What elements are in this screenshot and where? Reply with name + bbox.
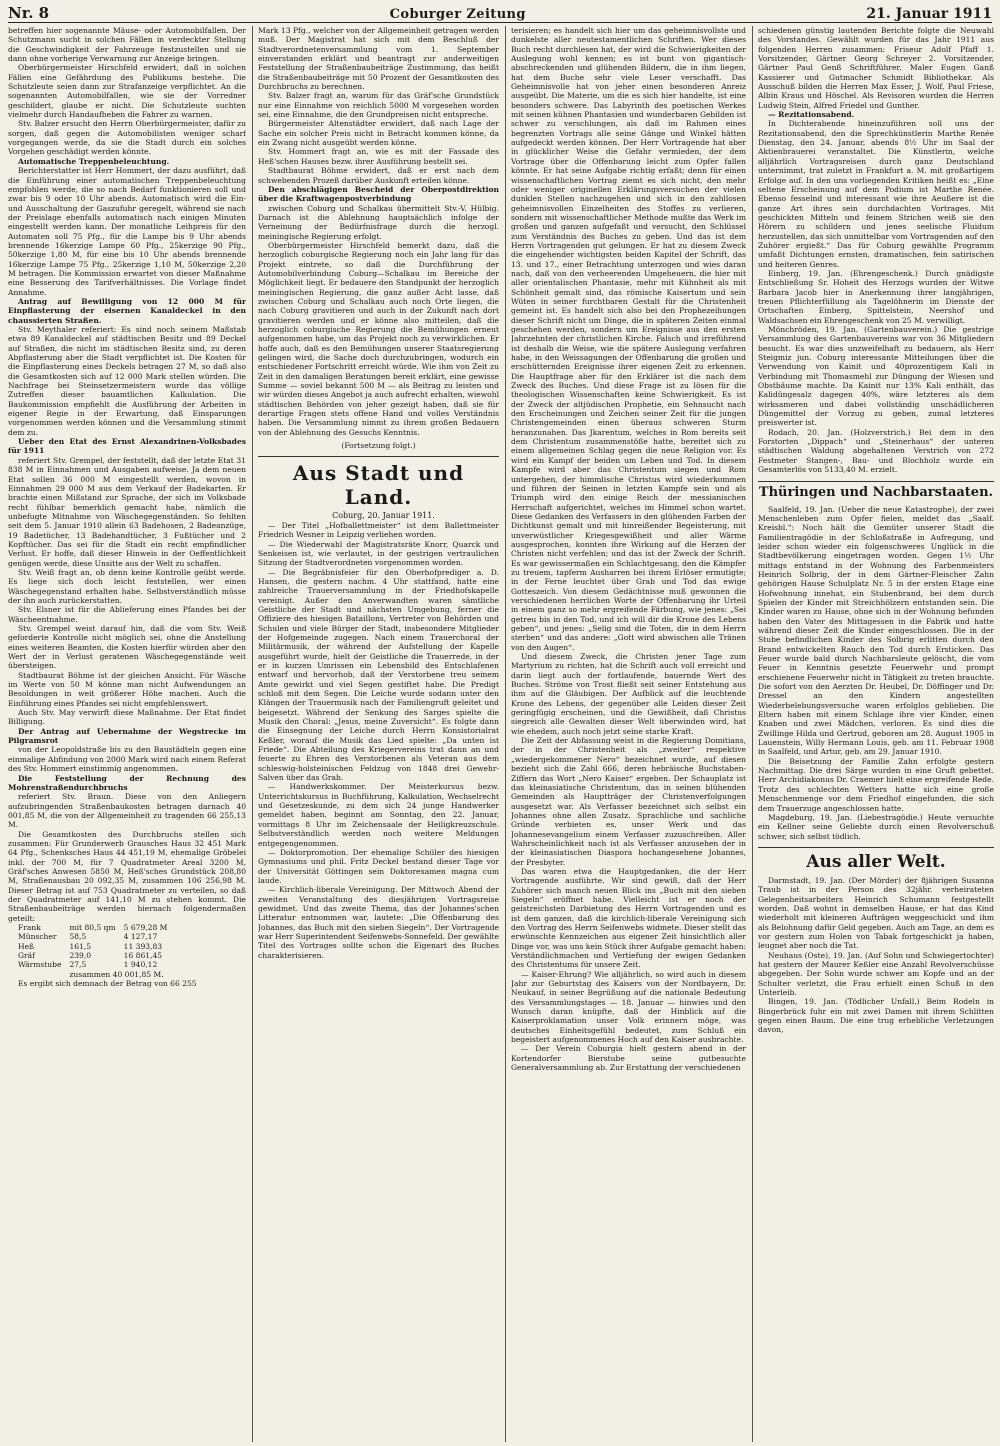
table-row: Münscher 58,5 4 127,17 bbox=[18, 932, 158, 942]
section-heading: Automatische Treppenbeleuchtung. bbox=[18, 156, 170, 166]
paragraph: — Der Verein Coburgia hielt gestern abend in der Kortendorfer Bierstube seine gutbesuchte Generalversammlung ab. Zur Erstattung der verschiedenen bbox=[511, 1044, 746, 1073]
paragraph: Oberbürgermeister Hirschfeld bemerkt dazu, daß die herzoglich coburgische Regierung noch ein Jahr lang für das Projekt eintrete, so daß die Durchführung der Automobilverbindung Coburg—Schalkau im Bereiche der Möglichkeit liegt. Er bedauere den Standpunkt der herzoglich meiningischen Regierung, die ganz außer Acht lasse, daß zwischen Coburg und Schalkau auch noch Orte liegen, die nach Coburg gravitieren und auch in der Zukunft nach dort gravitieren werden und er könne also mitteilen, daß die herzoglich coburgische Regierung die Bemühungen erneut aufgenommen habe, um das Projekt noch zu verwirklichen. Er hoffe auch, daß es den Bemühungen unserer Staatsregierung gelingen wird, die Sache doch durchzubringen, wodurch ein entschiedener Fortschritt erreicht würde. Wie ihm von Zeit zu Zeit in den damaligen Beratungen bereit erklärt, eine gewisse Summe — soviel bekannt 500 M — als Beitrag zu leisten und wir würden dieses Angebot ja auch aufrecht erhalten, wiewohl städtischen Behörden von jeher gezeigt haben, daß sie für derartige Fragen stets offene Hand und volles Verständnis haben. Die Versammlung nimmt zu ihrem großen Bedauern von der Ablehnung des Gesuchs Kenntnis. bbox=[258, 240, 499, 437]
issue-date: 21. Januar 1911 bbox=[866, 6, 992, 22]
paragraph: In Dichterabende hineinzuführen soll uns der Rezitationsabend, den die Sprechkünstlerin Marthe Renée Dienstag, den 24. Januar, abends 8½ Uhr im Saal der Aktienbrauerei veranstaltet. Die Künstlerin, welche alljährlich Vortragsreisen durch ganz Deutschland unternimmt, trat zuletzt in Frankfurt a. M. mit großartigem Erfolge auf. In den uns vorliegenden Kritiken heißt es: „Eine seltene Erscheinung auf dem Podium ist Marthe Renée. Ebenso fesselnd und interessant wie ihre Aeußere ist die ganze Art ihres sein durchdachten Vortrages. Mit geschickten Mitteln und feinem Strichen weiß sie den Hörern zu schildern und jenes seelische Fluidum herzustellen, das sich unmittelbar vom Vortragenden auf den Zuhörer ergießt.“ Das für Coburg gewählte Programm umfaßt Dichtungen ernsten, dramatischen, fein satirischen und heiteren Genres. bbox=[758, 119, 994, 269]
issue-number: Nr. 8 bbox=[8, 4, 50, 22]
paragraph: Stadtbaurat Böhme ist der gleichen Ansicht. Für Wäsche im Werte von 50 M könne man nicht Aufwendungen an Besoldungen in weit größerer Höhe machen. Auch die Einführung eines Pfandes sei nicht empfehlenswert. bbox=[8, 670, 246, 708]
masthead bbox=[8, 2, 992, 23]
paragraph: — Der Titel „Hofballettmeister“ ist dem Ballettmeister Friedrich Wesner in Leipzig verliehen worden. bbox=[258, 520, 499, 540]
column-rule bbox=[505, 26, 506, 1442]
table-row: Heß 161,5 11 393,83 bbox=[18, 941, 163, 951]
paragraph: Magdeburg, 19. Jan. (Liebestragödie.) Heute versuchte ein Kellner seine Geliebte durch einen Revolverschuß schwer, sich selbst tödlich. bbox=[758, 812, 994, 841]
paragraph: Mark 13 Pfg., welcher von der Allgemeinheit getragen werden muß. Der Magistrat hat sich mit dem Beschluß der Stadtverordnetenversammlung vom 1. September einverstanden erklärt und beantragt zur anderweitigen Feststellung der Straßenbaubeiträge Zustimmung, das heißt die Straßenbaubeiträge mit 50 Prozent der Gesamtkosten des Durchbruchs zu berechnen. bbox=[258, 26, 499, 92]
section-heading: Die Feststellung der Rechnung des Mohrenstraßendurchbruchs bbox=[8, 773, 246, 792]
paragraph: — Kaiser-Ehrung? Wie alljährlich, so wird auch in diesem Jahr zur Geburtstag des Kaisers von der Nordbayern, Dr. Neukauf, in seiner Begrüßung auf die nationale Bedeutung des Versammlungstages — 18. Januar — hinwies und den Wunsch daran knüpfte, daß der Hinblick auf die Kaiserproklamation unser Volk erinnern möge, was deutsches Einheitsgefühl bedeutet, zum Schluß ein begeistert aufgenommenes Hoch auf den Kaiser ausbrachte. bbox=[511, 969, 746, 1045]
paragraph: von der Leopoldstraße bis zu den Baustädteln gegen eine einmalige Abfindung von 2000 Mark wird nach einem Referat des Stv. Hommert einstimmig angenommen. bbox=[8, 745, 246, 774]
paragraph: Das waren etwa die Hauptgedanken, die der Herr Vortragende ausführte. Wir sind gewiß, daß der Herr Zuhörer sich manch neuen Blick ins „Buch mit den sieben Siegeln“ eröffnet habe. Vielleicht ist er noch der geistreichsten Darbietung des Herrn Vortragenden und es ist dem ganzen, daß die kirchlich-liberale Vereinigung sich den Vortrag des Herrn Seifenwebs widmete. Dieser stellt das erwünschte Kennzeichen aus eigener Zeit hinsichtlich aller Dinge vor, was uns kein Stück ihrer Aufgabe gemacht haben: Verständlichmachen und Vertiefung der ewigen Gedanken des Christentums für unsere Zeit. bbox=[511, 866, 746, 970]
column-rule bbox=[252, 26, 253, 1442]
paragraph: Rodach, 20. Jan. (Holzverstrich.) Bei dem in den Forstorten „Dippach“ und „Steinerhaus“ der unteren städtischen Waldung abgehaltenen Verstrich von 272 Festmeter Stangen-, Bau- und Blochholz wurde ein Gesamterlös von 5133,40 M. erzielt. bbox=[758, 427, 994, 475]
paragraph: Berichterstatter ist Herr Hommert, der dazu ausführt, daß die Einführung einer automatischen Treppenbeleuchtung empfohlen werde, die so nach Bedarf funktionieren soll und zwar bis 9 oder 10 Uhr abends. Automatisch wird die Ein- und Ausschaltung der Gaszufuhr geregelt, während sie nach der Preislage ebenfalls automatisch nach einigen Minuten eingestellt werden kann. Der monatliche Leihpreis für den Automaten soll 75 Pfg., für die Lampe bis 9 Uhr abends brennende 16kerzige Lampe 60 Pfg., 25kerzige 90 Pfg., 50kerzige 1,80 M, für eine bis 10 Uhr abends brennende 16kerzige Lampe 75 Pfg., 25kerzige 1,10 M, 50kerzige 2,20 M betragen. Die Kommission erwartet von dieser Maßnahme eine Besserung des Tarifverhältnisses. Die Vorlage findet Annahme. bbox=[8, 166, 246, 297]
section-title-thueringen: Thüringen und Nachbarstaaten. bbox=[758, 481, 994, 501]
newspaper-title: Coburger Zeitung bbox=[389, 7, 526, 22]
paragraph: Und diesem Zweck, die Christen jener Tage zum Martyrium zu richten, hat die Schrift auch voll erreicht und darin liegt auch der fortlaufende, bauernde Wert des Buches. Ströme von Trost fließt seit seiner Entstehung aus ihm auf die Gläubigen. Der Aufblick auf die leuchtende Krone des Lebens, der gegenüber alle Leiden dieser Zeit geringfügig erscheinen, und die Gewißheit, daß Christus siegreich alle Gewalten dieser Welt überwinden wird, hat wie ehedem, auch noch jetzt seine starke Kraft. bbox=[511, 652, 746, 736]
paragraph: betreffen hier sogenannte Mäuse- oder Automobilfallen. Der Schutzmann sucht in solchen Fällen in verdeckter Stellung die Geschwindigkeit der Fahrzeuge festzustellen und sie dann ohne vorherige Verwarnung zur Anzeige bringen. bbox=[8, 26, 246, 64]
paragraph: Stv. Balzer fragt an, warum für das Gräf'sche Grundstück nur eine Einnahme von reichlich 5000 M vorgesehen worden sei, eine Einnahme, die den Grundpreisen nicht entspreche. bbox=[258, 91, 499, 120]
section-heading: Antrag auf Bewilligung von 12 000 M für Einpflasterung der eisernen Kanaldeckel in den chaussierten Straßen. bbox=[8, 296, 246, 325]
paragraph: Darmstadt, 19. Jan. (Der Mörder) der 8jährigen Susanna Traub ist in der Person des 32jähr. verheirateten Gelegenheitsarbeiters Heinrich Schumann festgestellt worden. Daß wohnt in demselben Hause, er hat das Kind wiederholt mit kleineren Aufträgen weggeschickt und ihm als Belohnung dafür Geld gegeben. Auch am Tage, an dem es vor gestern zum Holen von Tabak fortgeschickt ja haben, leugnet aber noch die Tat. bbox=[758, 875, 994, 951]
table-row: Gräf 239,0 16 861,45 bbox=[18, 951, 163, 961]
cost-table bbox=[18, 923, 175, 979]
paragraph: Die Beisetzung der Familie Zahn erfolgte gestern Nachmittag. Die drei Särge wurden in eine Gruft gebettet. Herr Archidiakonus Dr. Craemer hielt eine ergreifende Rede. Trotz des schlechten Wetters hatte sich eine große Menschenmenge vor dem Friedhof eingefunden, die sich dem Trauerzuge angeschlossen hatte. bbox=[758, 756, 994, 813]
paragraph: Stv. Grempel weist darauf hin, daß die vom Stv. Weiß geforderte Kontrolle nicht möglich sei, ohne die Anstellung eines weiteren Beamten, die Kosten hierfür würden aber den Wert der in Verlust geratenen Wäschegegenstände weit übersteigen. bbox=[8, 624, 246, 671]
paragraph: Stv. Weiß fragt an, ob denn keine Kontrolle geübt werde. Es liege sich doch leicht feststellen, wer einen Wäschegegenstand erhalten habe. Selbstverständlich müsse der ihn auch zurückerstatten. bbox=[8, 567, 246, 605]
paragraph: Stv. Meythaler referiert: Es sind noch seinem Maßstab etwa 89 Kanaldeckel auf städtischen Besitz und 89 Deckel auf Straßen, die nicht im städtischen Besitz sind, zu deren Abpflasterung aber die Stadt verpflichtet ist. Die Kosten für die Einpflasterung eines Deckels betragen 27 M, so daß also die Gesamtkosten sich auf 12 000 Mark stellen würden. Die Nachfrage bei Steinsetzermeistern wurde das völlige Zutreffen dieser bauamtlichen Kalkulation. Die Baukommission empfiehlt die Ausführung der Arbeiten in eigener Regie in der Erwartung, daß Einsparungen vorgenommen werden können und die Versammlung stimmt dem zu. bbox=[8, 325, 246, 437]
paragraph: Es ergibt sich demnach der Betrag von 66 255 bbox=[18, 979, 197, 989]
section-title-aus-aller-welt: Aus aller Welt. bbox=[758, 847, 994, 872]
paragraph: — Kirchlich-liberale Vereinigung. Der Mittwoch Abend der zweiten Veranstaltung des diesjährigen Vortragsreise gewidmet. Und das zweite Thema, das der Johannes'schen Litteratur entnommen war, lautete: „Die Offenbarung des Johannes, das Buch mit den sieben Siegeln“. Der Vortragende war Herr Superintendent Seifenwebs-Sonnefeld. Der gewählte Titel des Vortrages sollte schon die Eigenart des Buches charakterisieren. bbox=[258, 885, 499, 960]
paragraph: Stadtbaurat Böhme erwidert, daß er erst nach dem schwebenden Prozeß darüber Auskunft erteilen könne. bbox=[258, 166, 499, 185]
paragraph: referiert Stv. Braun. Diese von den Anliegern aufzubringenden Straßenbaukosten betragen darnach 40 001,85 M, die von der Allgemeinheit zu tragenden 66 255,13 M. bbox=[8, 792, 246, 830]
paragraph: Die Gesamtkosten des Durchbruchs stellen sich zusammen: Für Grunderwerb Grausches Haus 32 451 Mark 64 Pfg., Schenksches Haus 44 451,19 M, ehemalige Gröbelei inkl. der 700 M, für 7 Quadratmeter Areal 3200 M, Gräf'sches Anwesen 5850 M, Heß'sches Grundstück 208,80 M, Straßenausbau 20 092,35 M, zusammen 106 256,98 M. Dieser Betrag ist auf 753 Quadratmeter zu verteilen, so daß der Quadratmeter auf 141,10 M zu stehen kommt. Die Straßenbaubeiträge werden hiernach folgendermaßen geteilt: bbox=[8, 829, 246, 923]
section-title-stadt-land: Aus Stadt und Land. bbox=[258, 456, 499, 509]
paragraph: Einberg, 19. Jan. (Ehrengeschenk.) Durch gnädigste Entschließung Sr. Hoheit des Herzogs wurden der Witwe Barbara Jacob hier in Anerkennung ihrer langjährigen, treuen Pflichterfüllung als Tagelöhnerin im Dienste der Ortschaften Einberg, Spittelstein, Neershof und Waldsachsen ein Ehrengeschenk von 25 M. verwilligt. bbox=[758, 268, 994, 325]
paragraph: — Die Begräbnisfeier für den Oberhofprediger a. D. Hansen, die gestern nachm. 4 Uhr stattfand, hatte eine zahlreiche Trauerversammlung in der Friedhofskapelle vereinigt. Außer den Anverwandten waren sämtliche Geistliche der Stadt und nächsten Umgebung, ferner die Offiziere des hiesigen Bataillons, Vertreter von Behörden und Schulen und viele Bürger der Stadt, insbesondere Mitglieder der Hofgemeinde zugegen. Nach einem Trauerchoral der Militärmusik, der während der Aufstellung der Kapelle ausgeführt wurde, hielt der Geistliche die Trauerrede, in der er in kurzen Umrissen ein Lebensbild des Entschlafenen entwarf und hervorhob, daß der Verstorbene treu seinem Amte gewirkt und viel Segen gestiftet habe. Die Predigt schloß mit dem Segen. Die Leiche wurde sodann unter den Klängen der Trauermusik nach der Familiengruft geleitet und beigesetzt. Während der Senkung des Sarges spielte die Musik den Choral: „Jesus, meine Zuversicht“. Es folgte dann die Einsegnung der Leiche durch Herrn Konsistorialrat Keßler, worauf die Musik das Lied spielte: „Da unten ist Friede“. Die Abteilung des Kriegervereins trat dann an und feuerte zu Ehren des Verstorbenen als Veteran aus dem schleswig-holsteinischen Feldzug von 1848 drei Gewehr-Salven über das Grab. bbox=[258, 567, 499, 783]
column-2 bbox=[258, 26, 499, 1442]
paragraph: Stv. Hommert fragt an, wie es mit der Fassade des Heß'schen Hauses bezw. ihrer Ausführung bestellt sei. bbox=[258, 147, 499, 166]
paragraph: Bingen, 19. Jan. (Tödlicher Unfall.) Beim Rodeln in Bingerbrück fuhr ein mit zwei Damen mit ihrem Schlitten gegen einen Baum. Die eine trug erhebliche Verletzungen davon, bbox=[758, 997, 994, 1035]
continuation-note: (Fortsetzung folgt.) bbox=[341, 441, 416, 451]
paragraph: Stv. Balzer ersucht den Herrn Oberbürgermeister, dafür zu sorgen, daß gegen die Automobilisten weniger scharf vorgegangen werde, da sie die Stadt durch ein solches Vorgehen geschädigt werden könnte. bbox=[8, 119, 246, 157]
paragraph: Oberbürgermeister Hirschfeld erwidert, daß in solchen Fällen eine Gefährdung des Publikums bestehe. Die Schutzleute seien dann zur Strafanzeige verpflichtet. An die sogenannten Automobilfallen, wie sie der Vorredner geschildert, glaube er nicht. Die Schutzleute suchten vielmehr durch Handaufheben die Fahrer zu warnen. bbox=[8, 63, 246, 120]
paragraph: Mönchröden, 19. Jan. (Gartenbauverein.) Die gestrige Versammlung des Gartenbauvereins war von 36 Mitgliedern besucht. Es war dies unzweifelhaft zu bedauern, als Herr Steigmiz jun. Coburg interessante Mitteilungen über die Verwendung von Kainit und 40prozentigem Kali in Verbindung mit Thomasmehl zur Düngung der Wiesen und Obstbäume machte. Da Kainit nur 13% Kali enthält, das Kalidüngesalz dagegen 40%, wäre letzteres als dem wirksameren und dabei vollständig unschädlicheren Düngemittel der Vorzug zu geben, zumal letzteres preiswerter ist. bbox=[758, 325, 994, 428]
table-row: Wärmstube 27,5 1 940,12 bbox=[18, 960, 158, 970]
paragraph: Die Zeit der Abfassung weist in die Regierung Domitians, der in der Christenheit als „zweiter“ respektive „wiedergekommener Nero“ bezeichnet wurde, auf diesen bezieht sich die Zahl 666, deren hebräische Buchstaben-Ziffern das Wort „Nero Kaiser“ ergeben. Der Schauplatz ist das kleinasiatische Christentum, das in seinen blühenden Gemeinden als Hauptträger der Christenverfolgungen ausgesetzt war. Als Verfasser bezeichnet sich selbst ein Johannes ohne allen Zusatz. Sprachliche und sachliche Gründe verbieten es, unser Werk und das Johannesevangelium einem Verfasser zuzuschreiben. Aller Wahrscheinlichkeit nach ist als Verfasser anzusehen der in der kleinasiatischen Diaspora hochangesehene Johannes, der Presbyter. bbox=[511, 736, 746, 867]
paragraph: terisieren; es handelt sich hier um das geheimnisvollste und dunkelste aller neutestamentlichen Schriften. Wer dieses Buch recht durchlesen hat, der wird die Schwierigkeiten der Auslegung wohl kennen; es ist bunt von gigantisch-abschreckenden und glühenden Bildern, die in ihm liegen, hat dem Buche sehr viele Leser verschafft. Das Geheimnisvolle hat von jeher einen besonderen Anreiz ausgeübt. Die Materie, um die es sich hier handelte, ist eine besonders schwere. Das Labyrinth des poetischen Werkes mit seinen kühnen Phantasien und wunderbaren Gebilden ist schwer zu verschlungen, als daß im Rahmen eines begrenzten Vortrags alle seine Gänge und Winkel hätten aufgedeckt werden können. Der Herr Vortragende hat aber in glücklicher Weise die Gefahr vermieden, der dem Vortrage über die Offenbarung leicht zum Opfer fallen könnte. Er hat seine Aufgabe richtig erfaßt; denn für einen wissenschaftlichen Vortrag ziemt es sich nicht, den mehr oder weniger originellen Erklärungsversuchen der vielen dunklen Stellen nachzugehen und sich in den zahllosen geheimnisvollen Einzelheiten des Stoffes zu verlieren, sondern mit wissenschaftlicher Methode mußte das Werk im großen und ganzen aufgefaßt und versucht, den Schlüssel zum Verständnis des Buches zu geben. Und das ist dem Herrn Vortragenden gut gelungen. Er hat zu diesem Zweck die eingehender wichtigsten beiden Kapitel der Schrift, das 13. und 17., einer Betrachtung unterzogen und wies daran nach, daß von den verheerenden Umgeheuern, die hier mit aller orientalischen Phantasie, mehr mit Kühnheit als mit Schönheit gemalt sind, das römische Kaisertum und sein Wüten in seiner furchtbaren Gestalt für die Christenheit gemeint ist. Es handelt sich also bei den Prophezeihungen dieser Schrift nicht um Dinge, die in späteren Zeiten einmal geschehen werden, sondern um Ereignisse aus den ersten Jahrzehnten der christlichen Kirche. Falsch und irreführend ist deshalb die Weise, wie die spätere Auslegung verfahren habe, in den Weissagungen der Offenbarung die großen und erschütternden Ereignisse ihrer eigenen Zeit zu erkennen. Die Hauptfrage aber für den Erklärer ist die nach dem Zweck des Buches. Und diese Frage ist zu lösen für die theologischen Wissenschaften keine Schwierigkeit. Es ist der Zweck der altjüdischen Prophetie, ein Sehnsucht nach den Erscheinungen und Zeichen seiner Zeit für die jungen Christengemeinden einen überaus schweren Sturm heranzunahen. Das Jkarentum, welches in Rom bereits seit dem Christentum zusammenstöße hatte, bereitet sich zu einem allgemeinen Schlag gegen die neue Religion vor. Es wird ein Kampf der beiden um Leben und Tod. In diesem Kampfe wird aber das Christentum siegen und Rom untergehen, der himmlische Christus wird wiederkommen und führen der Seinen in letzten Kampfe sein und als Triumph wird den einige Reich der messianischen Herrschaft aufgerichtet, welches im Himmel schon wartet. Diese Gedanken des Verfassers in den glühenden Farben der Dichtkunst gemalt und mit hinreißender Begeisterung, mit unverwüstlicher Kriegesgewißheit und aller Wärme ausgesprochen, konnten ihre Wirkung auf die Herzen der Christen nicht verfehlen; und das ist der Zweck der Schrift. Es war gewissermaßen ein Schlachtgesang, den die Kämpfer zu treuem, tapferm Ausharren bei ihrem Erlöser ermutigte; in der Ferne leuchtet über Grab und Tod das ewige Gotteszeich. Von diesem Gedächtnisse muß gewonnen die verschiedenen herrlichen Worte der Offenbarung ihr Urteil in einem ganz so mehr ergreifende Färbung, wie jenes: „Sei getreu bis in den Tod, und ich will dir die Krone des Lebens geben“, und jenes: „Selig sind die Toten, die in dem Herrn sterben“ und das andere: „Gott wird abwischen alle Tränen von den Augen“. bbox=[511, 26, 746, 652]
column-3 bbox=[511, 26, 746, 1442]
paragraph: Neuhaus (Oste), 19. Jan. (Auf Sohn und Schwiegertochter) hat gestern der Maurer Keßler eine Anzahl Revolverschüsse abgegeben. Der Sohn wurde schwer am Kopfe und an der Schulter verletzt, die Frau erhielt einen Schuß in den Unterleib. bbox=[758, 950, 994, 997]
paragraph: — Die Wiederwahl der Magistratsräte Knorr, Quarck und Senkeisen ist, wie verlautet, in der gestrigen vertraulichen Sitzung der Stadtverordneten vorgenommen worden. bbox=[258, 539, 499, 568]
paragraph: — Doktorpromotion. Der ehemalige Schüler des hiesigen Gymnasiums und phil. Fritz Deckel bestand dieser Tage vor der Universität Göttingen sein Doktorexamen magna cum laude. bbox=[258, 847, 499, 885]
dateline: Coburg, 20. Januar 1911. bbox=[332, 511, 435, 521]
paragraph: Saalfeld, 19. Jan. (Ueber die neue Katastrophe), der zwei Menschenleben zum Opfer fielen, meldet das „Saalf. Kreisbl.“: Noch hält die Gemüter unserer Stadt die Familientragödie in der Schloßstraße in Aufregung, und leider schon wieder ein folgenschweres Unglück in die Stadtbevölkerung eingetragen worden. Gegen 1½ Uhr mittags entstand in der Wohnung des Farbenmeisters Heinrich Solbrig, der in dem Gärtner-Fleischer Zahn gehörigen Hause Schulplatz Nr. 5 in der ersten Etage eine Hofwohnung innehat, ein Stubenbrand, bei dem durch Spielen der Kinder mit Streichhölzern entstanden sein. Die Kinder waren zu Hause, ohne sich in der Wohnung befunden haben den Vater des Mittagessen in die Fabrik und hatte während dieser Zeit die Kinder eingeschlossen. Die in der Stube befindlichen Kinder des Solbrig erlitten durch den Brand entwickelten Rauch den Tod durch Ersticken. Das Feuer wurde bald durch Nachbarsleute gelöscht, die vom Feuer in Kenntnis gesetzte Feuerwehr und prompt erschienene Feuerwehr nicht in Tätigkeit zu treten brauchte. Die sofort von den Aerzten Dr. Heubel, Dr. Döffinger und Dr. Dressel an den Kindern angestellten Wiederbelebungsversuche waren erfolglos geblieben. Die Eltern haben mit einem Schlage ihre vier Kinder, einen Knaben und zwei Mädchen, verloren. Es sind dies die Zwillinge Hilda und Gertrud, geboren am 28. August 1905 in Lauenstein, Willy Hermann Louis, geb. am 11. Februar 1908 in Saalfeld, und Artur, geb. am 29. Januar 1910. bbox=[758, 504, 994, 757]
paragraph: Bürgermeister Altenstädter erwidert, daß nach Lage der Sache ein solcher Preis nicht in Betracht kommen könne, da ein Zwang nicht ausgeübt werden könne. bbox=[258, 119, 499, 148]
paragraph: schiedenen günstig lautenden Berichte folgte die Neuwahl des Vorstandes. Gewählt wurden für das Jahr 1911 aus folgenden Herren zusammen: Friseur Adolf Pfaff 1. Vorsitzender, Gärtner Georg Schreyer 2. Vorsitzender, Gärtner Paul Genß Schriftführer, Maler Eugen Ganß Kassierer und Gutmacher Schmidt Bibliothekar. Als Ausschuß bilden die Herren Max Esser, J. Wolf, Paul Friese, Albin Kraus und Höschel. Als Revisoren wurden die Herren Ludwig Stein, Alfred Friedel und Gunther. bbox=[758, 26, 994, 110]
section-heading: Den abschlägigen Bescheid der Oberpostdirektion über die Kraftwagenpostverbindung bbox=[258, 184, 499, 204]
section-heading: Ueber den Etat des Ernst Alexandrinen-Volksbades für 1911 bbox=[8, 437, 246, 456]
section-heading: Der Antrag auf Uebernahme der Wegstrecke im Pilgramsrot bbox=[8, 726, 246, 746]
column-rule bbox=[752, 26, 753, 1442]
paragraph: — Handwerkskommer. Der Meisterkursus bezw. Unterrichtskursus in Buchführung, Kalkulation, Wechselrecht und Gesetzeskunde, zu dem sich 24 junge Handwerker gemeldet haben, beginnt am Sonntag, den 22. Januar, vormittags 8 Uhr im Zeichensaale der Heiligkreuzschule. Selbstverständlich werden noch weitere Meldungen entgegengenommen. bbox=[258, 782, 499, 848]
section-heading: — Rezitationsabend. bbox=[768, 110, 855, 120]
column-1 bbox=[8, 26, 246, 1442]
paragraph: Stv. Elsner ist für die Ablieferung eines Pfandes bei der Wäscheentnahme. bbox=[8, 605, 246, 624]
column-4 bbox=[758, 26, 994, 1442]
paragraph: Auch Stv. May verwirft diese Maßnahme. Der Etat findet Billigung. bbox=[8, 708, 246, 727]
table-total-row: zusammen 40 001,85 M. bbox=[69, 969, 164, 979]
paragraph: referiert Stv. Grempel, der feststellt, daß der letzte Etat 31 838 M in Einnahmen und Ausgaben aufweise. Ja dem neuen Etat sollen 36 000 M eingestellt werden, wovon in Einnahmen 29 000 M aus dem Verkauf der Badekarten. Er brachte einen Mißstand zur Sprache, der sich im Volksbade recht fühlbar bemerklich gemacht habe, nämlich die unbefugte Mitnahme von Wäschegegenständen. So fehlten seit dem 5. Januar 1910 allein 63 Badehosen, 2 Badeanzüge, 19 Badetücher, 13 Badehandtücher, 3 Fußtücher und 2 Kopftücher. Das sei für die Stadt ein recht empfindlicher Verlust. Er hoffe, daß dieser Hinweis in der Oeffentlichkeit genügen werde, diese Unsitte aus der Welt zu schaffen. bbox=[8, 455, 246, 568]
table-row: Frank mit 80,5 qm 5 679,28 M bbox=[18, 923, 168, 932]
paragraph: zwischen Coburg und Schalkau übermittelt Stv.-V. Hülbig. Darnach ist die Ablehnung hauptsächlich infolge der Verneinung der Bedürfnisfrage durch die herzogl. meiningische Regierung erfolgt. bbox=[258, 203, 499, 241]
